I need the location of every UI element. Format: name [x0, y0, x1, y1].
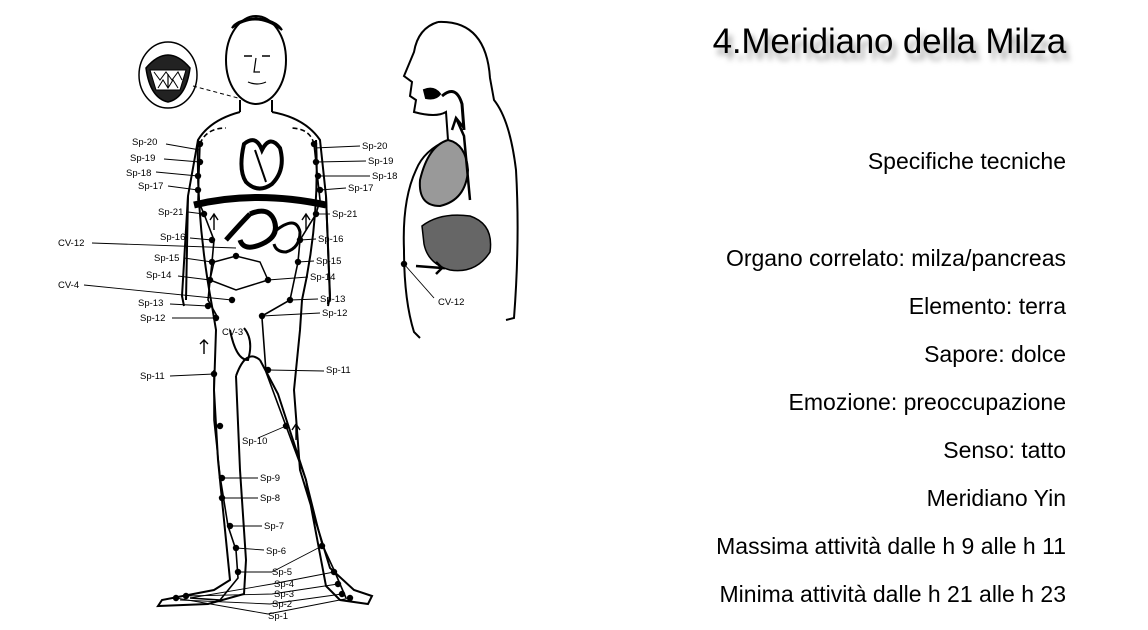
- fact-element: Elemento: terra: [908, 293, 1066, 319]
- label-cv12-front: CV-12: [58, 238, 85, 249]
- label-sp20-right: Sp-20: [362, 141, 388, 152]
- label-cv12-side: CV-12: [438, 297, 465, 308]
- facts-list: [716, 243, 1066, 627]
- fact-emotion: Emozione: preoccupazione: [788, 389, 1066, 415]
- label-sp9: Sp-9: [260, 473, 281, 484]
- fact-organ: Organo correlato: milza/pancreas: [725, 245, 1066, 271]
- label-sp10: Sp-10: [242, 436, 268, 447]
- label-sp16-right: Sp-16: [318, 234, 344, 245]
- label-sp15-left: Sp-15: [154, 253, 180, 264]
- fact-flavor: Sapore: dolce: [924, 341, 1066, 367]
- label-sp8: Sp-8: [260, 493, 281, 504]
- label-sp19-left: Sp-19: [130, 153, 156, 164]
- label-sp12-right: Sp-12: [322, 308, 348, 319]
- label-sp5: Sp-5: [272, 567, 293, 578]
- label-sp14-right: Sp-14: [310, 272, 336, 283]
- label-sp13-right: Sp-13: [320, 294, 346, 305]
- fact-min-activity: Minima attività dalle h 21 alle h 23: [719, 581, 1066, 607]
- label-sp17-right: Sp-17: [348, 183, 374, 194]
- label-sp14-left: Sp-14: [146, 270, 172, 281]
- label-sp11-left: Sp-11: [140, 371, 165, 382]
- label-cv3: CV-3: [222, 327, 244, 338]
- label-sp13-left: Sp-13: [138, 298, 164, 309]
- page-title: 4.Meridiano della Milza: [712, 22, 1066, 61]
- fact-max-activity: Massima attività dalle h 9 alle h 11: [716, 533, 1066, 559]
- label-sp6: Sp-6: [266, 546, 287, 557]
- page-subtitle: Specifiche tecniche: [867, 148, 1066, 174]
- label-sp11-right: Sp-11: [326, 365, 351, 376]
- label-sp1: Sp-1: [268, 611, 289, 622]
- label-sp4: Sp-4: [274, 579, 295, 590]
- label-sp12-left: Sp-12: [140, 313, 166, 324]
- label-cv4: CV-4: [58, 280, 80, 291]
- label-sp17-left: Sp-17: [138, 181, 164, 192]
- human-body-side-icon: [404, 22, 518, 338]
- label-sp3: Sp-3: [274, 589, 295, 600]
- label-sp15-right: Sp-15: [316, 256, 342, 267]
- label-sp21-left: Sp-21: [158, 207, 184, 218]
- label-sp20-left: Sp-20: [132, 137, 158, 148]
- label-sp19-right: Sp-19: [368, 156, 394, 167]
- label-sp21-right: Sp-21: [332, 209, 358, 220]
- label-sp18-right: Sp-18: [372, 171, 398, 182]
- label-sp7: Sp-7: [264, 521, 285, 532]
- label-sp16-left: Sp-16: [160, 232, 186, 243]
- fact-meridian-type: Meridiano Yin: [926, 485, 1066, 511]
- label-sp2: Sp-2: [272, 599, 293, 610]
- mouth-icon: [139, 42, 197, 108]
- fact-sense: Senso: tatto: [943, 437, 1066, 463]
- label-sp18-left: Sp-18: [126, 168, 152, 179]
